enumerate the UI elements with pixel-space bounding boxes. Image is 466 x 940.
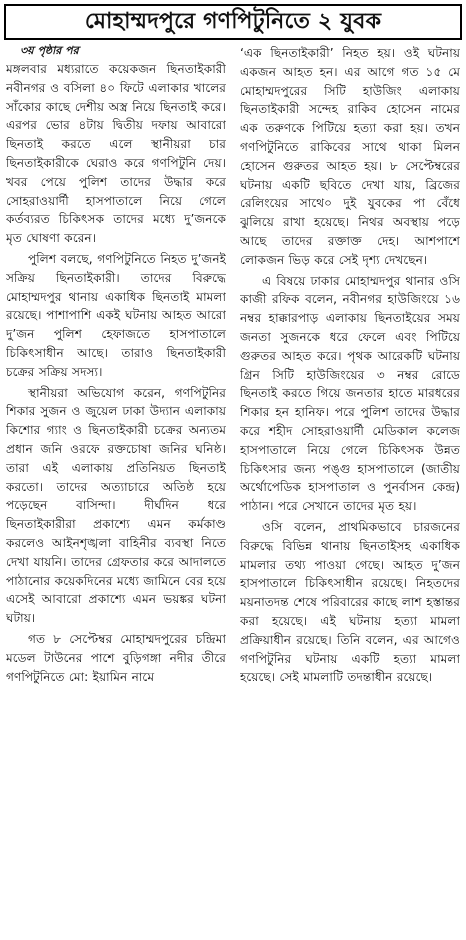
paragraph: মঙ্গলবার মধ্যরাতে কয়েকজন ছিনতাইকারী নবীনগর ও বসিলা ৪০ ফিটে এলাকার খালের সাঁকোর কাছে দেশীয় অস্ত্র নিয়ে ছিনতাই করে। এরপর ভোর ৪টায় দ্বিতীয় দফায় আবারো ছিনতাই করতে এলে স্থানীয়রা চার ছিনতাইকারীকে ঘেরাও করে গণপিটুনি দেয়। খবর পেয়ে পুলিশ তাদের উদ্ধার করে সোহরাওয়ার্দী হাসপাতালে নিয়ে গেলে কর্তব্যরত চিকিৎসক তাদের মধ্যে দু’জনকে মৃত ঘোষণা করেন।	[6, 62, 226, 246]
column-left	[6, 44, 226, 936]
paragraph: ‘এক ছিনতাইকারী’ নিহত হয়। ওই ঘটনায় একজন আহত হন। এর আগে গত ১৫ মে মোহাম্মদপুরের সিটি হাউজিং এলাকায় ছিনতাইকারী সন্দেহ রাকিব হোসেন নামের এক তরুণকে পিটিয়ে হত্যা করা হয়। তখন গণপিটুনিতে রাকিবের সাথে থাকা মিলন হোসেন গুরুতর আহত হয়। ৮ সেপ্টেম্বরের ঘটনায় একটি ছবিতে দেখা যায়, ব্রিজের রেলিংয়ের সাথে০ দুই যুবকের পা বেঁধে ঝুলিয়ে রাখা হয়েছে। নিথর অবস্থায় পড়ে আছে তাদের রক্তাক্ত দেহ। আশপাশে লোকজন ভিড় করে সেই দৃশ্য দেখছেন।	[240, 46, 460, 267]
headline: মোহাম্মদপুরে গণপিটুনিতে ২ যুবক	[4, 4, 462, 40]
paragraph: স্থানীয়রা অভিযোগ করেন, গণপিটুনির শিকার সুজন ও জুয়েল ঢাকা উদ্যান এলাকায় কিশোর গ্যাং ও ছিনতাইকারী চক্রের অন্যতম প্রধান জনি ওরফে রক্তচোষা জনির ঘনিষ্ঠ। তারা এই এলাকায় প্রতিনিয়ত ছিনতাই করতো। তাদের অত্যাচারে অতিষ্ঠ হয়ে পড়েছেন বাসিন্দা। দীর্ঘদিন ধরে ছিনতাইকারীরা প্রকাশ্যে এমন কর্মকাণ্ড করলেও আইনশৃঙ্খলা বাহিনীর ব্যবস্থা নিতে দেখা যায়নি। তাদের গ্রেফতার করে আদালতে পাঠানোর কয়েকদিনের মধ্যে জামিনে বের হয়ে এসেই আবারো প্রকাশ্যে এমন ভয়ঙ্কর ঘটনা ঘটায়।	[6, 385, 226, 626]
article-body	[6, 44, 460, 936]
column-right	[240, 44, 460, 936]
paragraph: এ বিষয়ে ঢাকার মোহাম্মদপুর থানার ওসি কাজী রফিক বলেন, নবীনগর হাউজিংয়ে ১৬ নম্বর হাক্কারপাড় এলাকায় ছিনতাইয়ের সময় জনতা সুজনকে ধরে ফেলে এবং পিটিয়ে গুরুতর আহত করে। পৃথক আরেকটি ঘটনায় গ্রিন সিটি হাউজিংয়ের ৩ নম্বর রোডে ছিনতাই করতে গিয়ে জনতার হাতে মারধরের শিকার হন হানিফ। পরে পুলিশ তাদের উদ্ধার করে শহীদ সোহরাওয়ার্দী মেডিকাল কলেজ হাসপাতালে নিয়ে গেলে চিকিৎসক উন্নত চিকিৎসার জন্য পঙ্গু হাসপাতালে (জাতীয় অর্থোপেডিক হাসপাতাল ও পুনর্বাসন কেন্দ্র) পাঠান। পরে সেখানে তাদের মৃত হয়।	[240, 273, 460, 514]
paragraph: গত ৮ সেপ্টেম্বর মোহাম্মদপুরের চন্দ্রিমা মডেল টাউনের পাশে বুড়িগঙ্গা নদীর তীরে গণপিটুনিতে মো: ইয়ামিন নামে	[6, 631, 226, 684]
paragraph: পুলিশ বলছে, গণপিটুনিতে নিহত দু’জনই সক্রিয় ছিনতাইকারী। তাদের বিরুদ্ধে মোহাম্মদপুর থানায় একাধিক ছিনতাই মামলা রয়েছে। পাশাপাশি একই ঘটনায় আহত আরো দু’জন পুলিশ হেফাজতে হাসপাতালে চিকিৎসাধীন আছে। তারাও ছিনতাইকারী চক্রের সক্রিয় সদস্য।	[6, 251, 226, 379]
paragraph: ওসি বলেন, প্রাথমিকভাবে চারজনের বিরুদ্ধে বিভিন্ন থানায় ছিনতাইসহ একাধিক মামলার তথ্য পাওয়া গেছে। আহত দু’জন হাসপাতালে চিকিৎসাধীন রয়েছে। নিহতদের ময়নাতদন্ত শেষে পরিবারের কাছে লাশ হস্তান্তর করা হয়েছে। এই ঘটনায় হত্যা মামলা প্রক্রিয়াধীন রয়েছে। তিনি বলেন, এর আগেও গণপিটুনির ঘটনায় একটি হত্যা মামলা হয়েছে। সেই মামলাটি তদন্তাধীন রয়েছে।	[240, 519, 460, 685]
continued-from-label: ৩য় পৃষ্ঠার পর	[20, 44, 79, 57]
